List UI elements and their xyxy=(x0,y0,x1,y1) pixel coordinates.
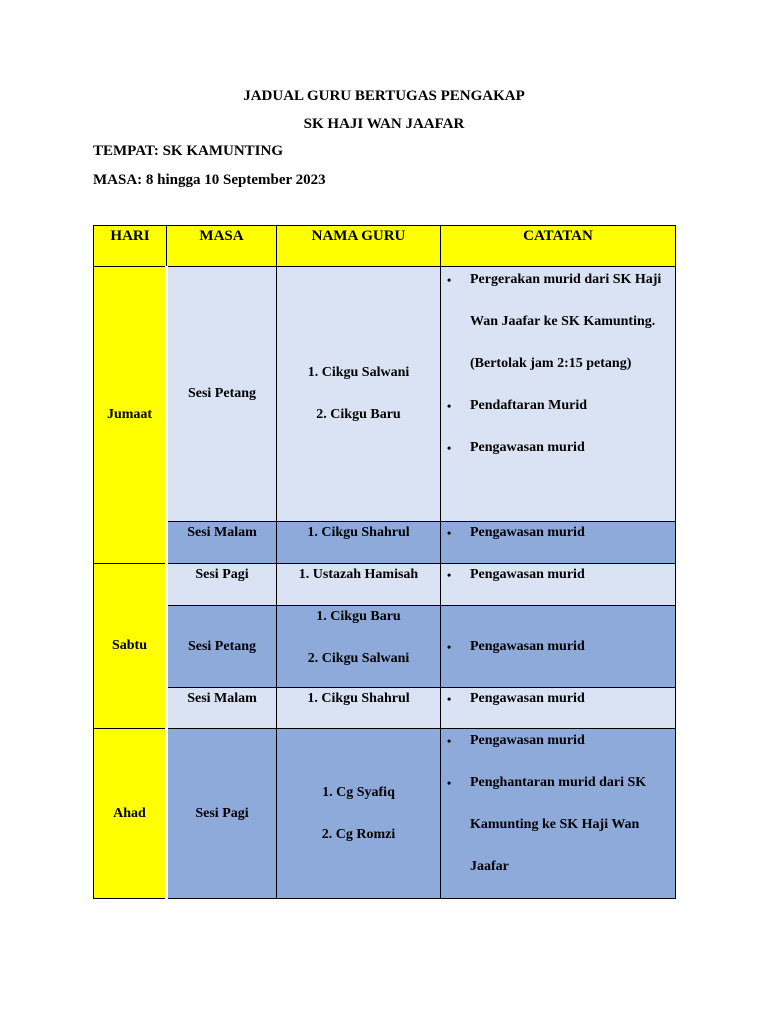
note-item: • Pengawasan murid xyxy=(441,639,675,655)
teacher-name: 1. Cikgu Shahrul xyxy=(307,691,410,706)
teacher-name: 1. Cikgu Baru xyxy=(316,609,401,624)
day-cell-ahad: Ahad xyxy=(94,729,167,899)
duty-schedule-table xyxy=(93,225,676,899)
teacher-name: 2. Cikgu Salwani xyxy=(307,651,410,666)
document-subtitle: SK HAJI WAN JAAFAR xyxy=(303,116,465,132)
note-item: • Pendaftaran Murid xyxy=(441,385,675,427)
table-row xyxy=(94,267,676,522)
session-cell: Sesi Petang xyxy=(167,606,277,688)
session-cell: Sesi Pagi xyxy=(167,729,277,899)
teacher-name: 1. Cg Syafiq xyxy=(322,784,395,800)
session-cell: Sesi Malam xyxy=(167,522,277,564)
notes-cell xyxy=(441,729,676,899)
masa-line: MASA: 8 hingga 10 September 2023 xyxy=(93,172,326,188)
header-hari: HARI xyxy=(94,226,167,267)
teacher-cell xyxy=(277,564,441,606)
session-cell: Sesi Pagi xyxy=(167,564,277,606)
header-masa: MASA xyxy=(167,226,277,267)
teacher-name: 1. Ustazah Hamisah xyxy=(298,567,419,582)
day-cell-sabtu: Sabtu xyxy=(94,564,167,729)
session-cell: Sesi Petang xyxy=(167,267,277,522)
note-item: • Pengawasan murid xyxy=(441,720,675,762)
note-item: • Penghantaran murid dari SK Kamunting ke SK Haji Wan Jaafar xyxy=(441,762,675,888)
table-row xyxy=(94,522,676,564)
note-item: • Pergerakan murid dari SK Haji Wan Jaafar ke SK Kamunting. (Bertolak jam 2:15 petang) xyxy=(441,259,675,385)
header-nama-guru: NAMA GURU xyxy=(277,226,441,267)
note-item: • Pengawasan murid xyxy=(441,691,675,707)
teacher-cell xyxy=(277,606,441,688)
session-cell: Sesi Malam xyxy=(167,688,277,729)
teacher-name: 2. Cikgu Baru xyxy=(316,407,401,422)
note-item: • Pengawasan murid xyxy=(441,525,675,541)
document-title: JADUAL GURU BERTUGAS PENGAKAP xyxy=(243,88,525,104)
table-row xyxy=(94,729,676,899)
teacher-cell xyxy=(277,729,441,899)
table-row xyxy=(94,564,676,606)
notes-cell xyxy=(441,267,676,522)
note-item: • Pengawasan murid xyxy=(441,567,675,583)
teacher-cell xyxy=(277,688,441,729)
note-item: • Pengawasan murid xyxy=(441,427,675,469)
notes-cell xyxy=(441,606,676,688)
teacher-name: 2. Cg Romzi xyxy=(321,826,396,842)
tempat-line: TEMPAT: SK KAMUNTING xyxy=(93,143,283,159)
teacher-cell xyxy=(277,522,441,564)
notes-cell xyxy=(441,564,676,606)
day-cell-jumaat: Jumaat xyxy=(94,267,167,564)
teacher-name: 1. Cikgu Shahrul xyxy=(307,525,410,540)
table-row xyxy=(94,606,676,688)
header-catatan: CATATAN xyxy=(441,226,676,267)
notes-cell xyxy=(441,522,676,564)
teacher-cell xyxy=(277,267,441,522)
teacher-name: 1. Cikgu Salwani xyxy=(307,365,410,380)
